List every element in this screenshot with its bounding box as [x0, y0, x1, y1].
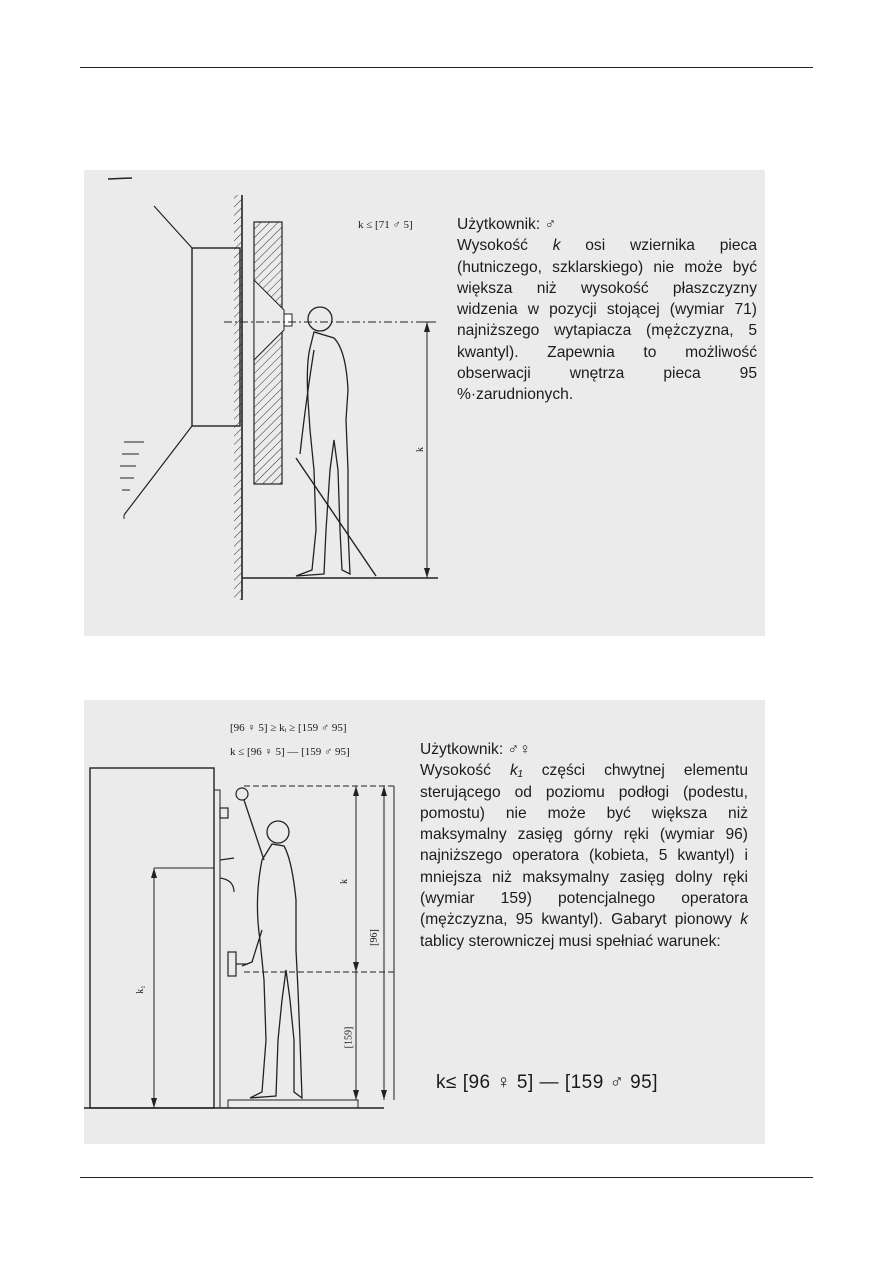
panel2-dim-k: k	[339, 879, 350, 884]
header-rule	[80, 67, 813, 68]
panel2-formula-height: k ≤ [96 ♀ 5] — [159 ♂ 95]	[230, 746, 350, 758]
panel2-dim-k1: k₁	[134, 985, 146, 994]
panel1-formula: k ≤ [71 ♂ 5]	[358, 219, 413, 231]
panel1-description	[457, 214, 757, 406]
panel2-user-heading: Użytkownik: ♂♀	[420, 741, 531, 758]
panel2-body: Wysokość k₁ części chwytnej elementu sterującego od poziomu podłogi (podestu, pomostu) nie może być większa niż maksymalny zasięg górny ręki (wymiar 96) najniższego operatora (kobieta, 5 kwantyl) i mniejsza niż maksymalny zasięg dolny ręki (wymiar 159) potencjalnego operatora (mężczyzna, 95 kwantyl). Gabaryt pionowy k tablicy sterowniczej musi spełniać warunek:	[420, 762, 748, 950]
figure-furnace-viewport	[84, 170, 765, 636]
panel1-user-heading: Użytkownik: ♂	[457, 216, 557, 233]
figure-control-panel	[84, 700, 765, 1144]
panel2-condition-formula: k≤ [96 ♀ 5] — [159 ♂ 95]	[436, 1072, 659, 1093]
panel2-dim-159: [159]	[343, 1026, 355, 1049]
panel1-body: Wysokość k osi wziernika pieca (hutniczego, szklarskiego) nie może być większa niż wysokość płaszczyzny widzenia w pozycji stojącej (wymiar 71) najniższego wytapiacza (mężczyzna, 5 kwantyl). Zapewnia to możliwość obserwacji wnętrza pieca 95 %·zarudnionych.	[457, 237, 757, 404]
panel2-description	[420, 739, 748, 952]
panel2-dim-96: [96]	[368, 929, 380, 946]
panel2-formula-range: [96 ♀ 5] ≥ kᵢ ≥ [159 ♂ 95]	[230, 722, 347, 734]
panel1-dim-k: k	[415, 447, 426, 452]
footer-rule	[80, 1177, 813, 1178]
